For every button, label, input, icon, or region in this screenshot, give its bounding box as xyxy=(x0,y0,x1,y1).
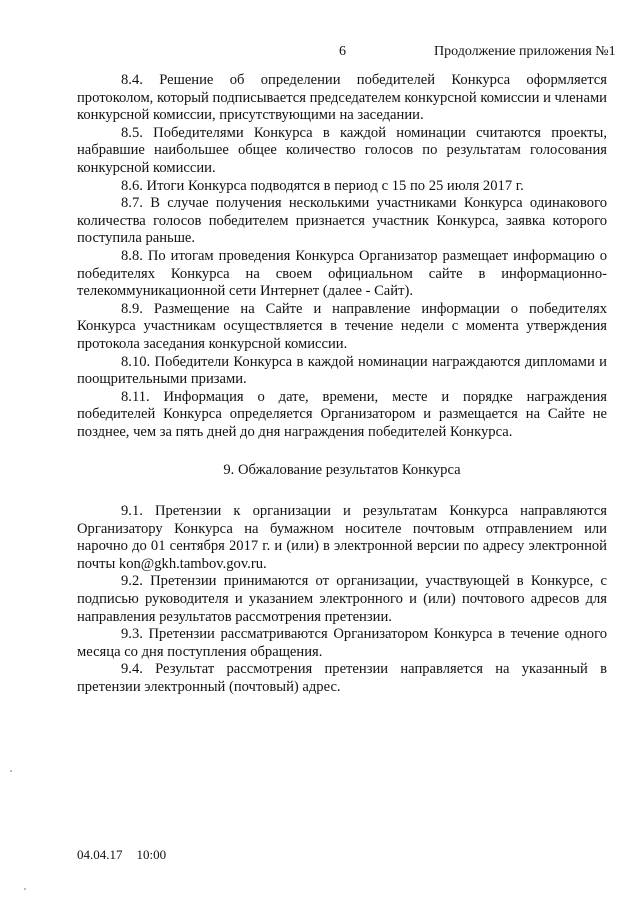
paragraph-9-1: 9.1. Претензии к организации и результатам Конкурса направляются Организатору Конкурса на бумажном носителе почтовым отправлением или нарочно до 01 сентября 2017 г. и (или) в электронной версии по адресу электронной почты kon@gkh.tambov.gov.ru. xyxy=(77,503,607,572)
print-timestamp xyxy=(77,847,166,863)
document-body xyxy=(77,72,607,697)
scan-speck xyxy=(24,888,26,890)
page-number: 6 xyxy=(339,44,346,59)
paragraph-9-4: 9.4. Результат рассмотрения претензии направляется на указанный в претензии электронный (почтовый) адрес. xyxy=(77,661,607,695)
paragraph-9-2: 9.2. Претензии принимаются от организации, участвующей в Конкурсе, с подписью руководителя и указанием электронного и (или) почтового адресов для направления результатов рассмотрения претензии. xyxy=(77,573,607,625)
paragraph-8-11: 8.11. Информация о дате, времени, месте и порядке награждения победителей Конкурса определяется Организатором и размещается на Сайте не позднее, чем за пять дней до дня награждения победителей Конкурса. xyxy=(77,388,607,440)
footer-date: 04.04.17 xyxy=(77,847,123,862)
paragraph-8-5: 8.5. Победителями Конкурса в каждой номинации считаются проекты, набравшие наибольшее общее количество голосов по результатам голосования конкурсной комиссии. xyxy=(77,124,607,176)
paragraph-8-6: 8.6. Итоги Конкурса подводятся в период с 15 по 25 июля 2017 г. xyxy=(121,177,524,194)
paragraph-8-7: 8.7. В случае получения несколькими участниками Конкурса одинакового количества голосов победителем признается участник Конкурса, заявка которого поступила раньше. xyxy=(77,195,607,247)
footer-time: 10:00 xyxy=(136,847,167,862)
paragraph-8-8: 8.8. По итогам проведения Конкурса Организатор размещает информацию о победителях Конкурса на своем официальном сайте в информационно-телекоммуникационной сети Интернет (далее - Сайт). xyxy=(77,247,607,300)
scan-speck xyxy=(10,770,12,772)
paragraph-8-9: 8.9. Размещение на Сайте и направление информации о победителях Конкурса участникам осуществляется в течение недели с момента утверждения протокола заседания конкурсной комиссии. xyxy=(77,300,607,352)
paragraph-9-3: 9.3. Претензии рассматриваются Организатором Конкурса в течение одного месяца со дня поступления обращения. xyxy=(77,626,607,660)
section-9-heading: 9. Обжалование результатов Конкурса xyxy=(223,462,461,479)
paragraph-8-4: 8.4. Решение об определении победителей Конкурса оформляется протоколом, который подписывается председателем конкурсной комиссии и членами конкурсной комиссии, присутствующими на заседании. xyxy=(77,72,607,124)
appendix-continuation-note: Продолжение приложения №1 xyxy=(434,44,616,59)
paragraph-8-10: 8.10. Победители Конкурса в каждой номинации награждаются дипломами и поощрительными призами. xyxy=(77,353,607,388)
